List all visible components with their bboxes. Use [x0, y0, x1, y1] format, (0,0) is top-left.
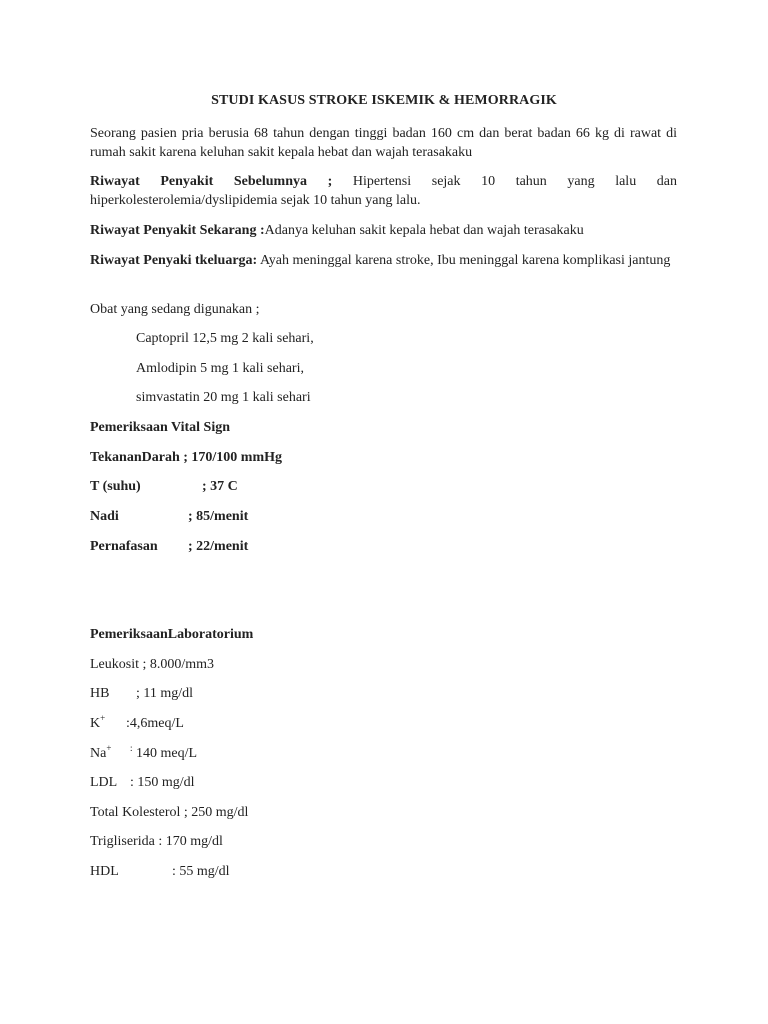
riwayat-keluarga-paragraph — [90, 251, 677, 270]
lab-na-value: 140 meq/L — [132, 746, 198, 761]
obat-item: simvastatin 20 mg 1 kali sehari — [136, 390, 311, 405]
lab-hdl-label: HDL — [90, 864, 119, 879]
lab-ldl-label: LDL — [90, 775, 118, 790]
vital-row-nadi — [90, 507, 248, 526]
lab-na-sep: : — [130, 743, 133, 753]
riwayat-keluarga-text: Ayah meninggal karena stroke, Ibu meninggal karena komplikasi jantung — [257, 253, 671, 268]
riwayat-sebelumnya-label: Riwayat Penyakit Sebelumnya ; — [90, 174, 333, 189]
lab-hb-label: HB — [90, 686, 110, 701]
obat-item: Captopril 12,5 mg 2 kali sehari, — [136, 331, 314, 346]
lab-kolesterol: Total Kolesterol ; 250 mg/dl — [90, 805, 249, 820]
riwayat-sebelumnya-paragraph — [90, 172, 677, 210]
lab-leukosit: Leukosit ; 8.000/mm3 — [90, 657, 215, 672]
lab-na-label: Na — [90, 746, 107, 761]
document-title: STUDI KASUS STROKE ISKEMIK & HEMORRAGIK — [211, 93, 557, 108]
lab-natrium — [90, 744, 197, 763]
lab-ldl-value: : 150 mg/dl — [130, 775, 195, 790]
lab-trigliserida: Trigliserida : 170 mg/dl — [90, 834, 223, 849]
obat-heading: Obat yang sedang digunakan ; — [90, 302, 260, 317]
lab-hb-value: ; 11 mg/dl — [136, 686, 194, 701]
lab-hb — [90, 684, 193, 703]
vital-row-tekanan — [90, 448, 282, 467]
lab-hdl-value: : 55 mg/dl — [172, 864, 230, 879]
intro-paragraph: Seorang pasien pria berusia 68 tahun dengan tinggi badan 160 cm dan berat badan 66 kg di rawat di rumah sakit karena keluhan sakit kepala hebat dan wajah terasakaku — [90, 126, 677, 160]
lab-k-sup: + — [100, 713, 106, 723]
lab-k-value: :4,6meq/L — [126, 716, 184, 731]
vital-row-pernafasan — [90, 537, 248, 556]
vital-label: Pernafasan — [90, 539, 158, 554]
vital-label: TekananDarah — [90, 450, 180, 465]
lab-na-sup: + — [106, 743, 112, 753]
vital-value: ; 37 C — [202, 479, 238, 494]
lab-ldl — [90, 773, 195, 792]
riwayat-sekarang-paragraph — [90, 221, 677, 240]
lab-heading: PemeriksaanLaboratorium — [90, 627, 254, 642]
vital-row-suhu — [90, 477, 238, 496]
riwayat-keluarga-label: Riwayat Penyaki tkeluarga: — [90, 253, 258, 268]
vital-label: Nadi — [90, 509, 119, 524]
vital-value: ; 22/menit — [188, 539, 249, 554]
obat-item: Amlodipin 5 mg 1 kali sehari, — [136, 361, 304, 376]
vital-value: ; 85/menit — [188, 509, 249, 524]
vital-label: T (suhu) — [90, 479, 141, 494]
riwayat-sebelumnya-text: Hipertensi sejak 10 tahun yang lalu dan hiperkolesterolemia/dyslipidemia sejak 10 tahun yang lalu. — [90, 174, 677, 208]
riwayat-sekarang-label: Riwayat Penyakit Sekarang : — [90, 223, 265, 238]
lab-k-label: K — [90, 716, 101, 731]
vital-value: ; 170/100 mmHg — [183, 450, 283, 465]
lab-hdl — [90, 862, 230, 881]
lab-kalium — [90, 714, 184, 733]
vital-heading: Pemeriksaan Vital Sign — [90, 420, 231, 435]
riwayat-sekarang-text: Adanya keluhan sakit kepala hebat dan wajah terasakaku — [264, 223, 584, 238]
